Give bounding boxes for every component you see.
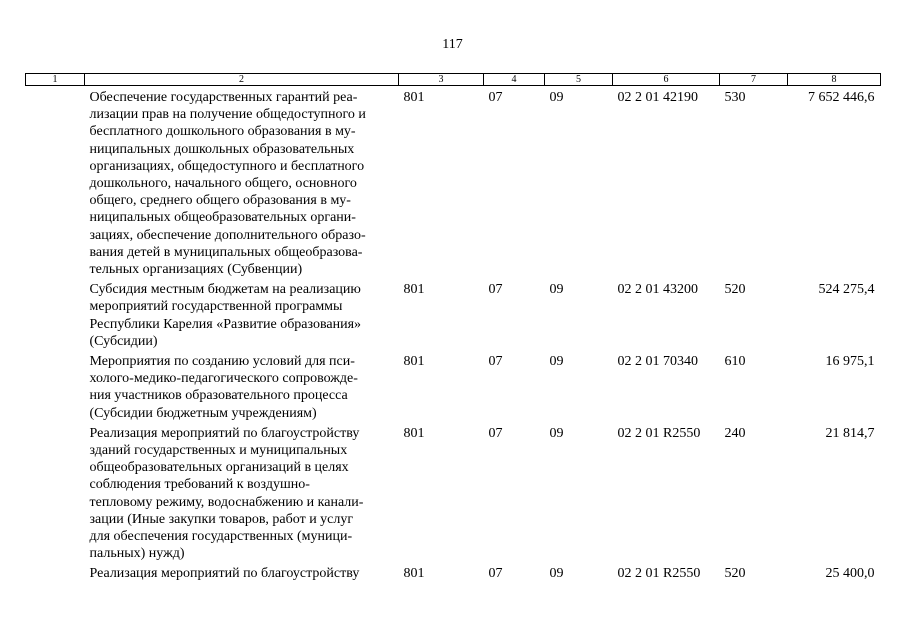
column-header: 4 xyxy=(484,74,545,86)
row-index-cell xyxy=(26,278,85,350)
description-line: холого-медико-педагогического сопровожде- xyxy=(89,371,358,387)
ministry-code: 801 xyxy=(403,282,425,298)
subsection-code: 09 xyxy=(549,354,564,370)
description-line: (Субсидии) xyxy=(89,333,158,349)
table-row xyxy=(26,562,881,582)
column-header: 2 xyxy=(85,74,399,86)
row-index-cell xyxy=(26,86,85,279)
table-row xyxy=(26,350,881,422)
description-line: общеобразовательных организаций в целях xyxy=(89,460,349,476)
amount-value: 21 814,7 xyxy=(825,425,875,441)
target-article-code: 02 2 01 70340 xyxy=(617,354,698,370)
description-line: пальных) нужд) xyxy=(89,546,185,562)
amount-value: 524 275,4 xyxy=(818,282,875,298)
expense-type-code: 610 xyxy=(724,354,746,370)
description-line: лизации прав на получение общедоступного и xyxy=(89,107,366,123)
row-description xyxy=(85,86,399,279)
column-header: 6 xyxy=(613,74,720,86)
description-line: общего, среднего общего образования в му- xyxy=(89,193,351,209)
description-line: тепловому режиму, водоснабжению и канали- xyxy=(89,494,364,510)
row-index-cell xyxy=(26,562,85,582)
table-body xyxy=(26,86,881,583)
amount-value: 25 400,0 xyxy=(825,566,875,582)
description-line: ния участников образовательного процесса xyxy=(89,388,348,404)
table-row xyxy=(26,422,881,563)
budget-table xyxy=(25,73,881,583)
target-article-code: 02 2 01 43200 xyxy=(617,282,698,298)
subsection-code: 09 xyxy=(549,90,564,105)
description-line: зданий государственных и муниципальных xyxy=(89,443,348,459)
expense-type-code: 520 xyxy=(724,566,746,582)
ministry-code: 801 xyxy=(403,354,425,370)
section-code: 07 xyxy=(488,566,503,582)
column-header: 5 xyxy=(545,74,613,86)
amount-value: 7 652 446,6 xyxy=(808,90,875,105)
expense-type-code: 530 xyxy=(724,90,746,105)
target-article-code: 02 2 01 R2550 xyxy=(617,425,701,441)
description-line: вания детей в муниципальных общеобразова- xyxy=(89,244,363,260)
section-code: 07 xyxy=(488,282,503,298)
description-line: Мероприятия по созданию условий для пси- xyxy=(89,354,355,370)
description-line: дошкольного, начального общего, основного xyxy=(89,176,357,192)
row-description xyxy=(85,278,399,350)
column-header: 1 xyxy=(26,74,85,86)
description-line: Обеспечение государственных гарантий реа- xyxy=(89,90,358,105)
section-code: 07 xyxy=(488,90,503,105)
row-description xyxy=(85,350,399,422)
description-line: ниципальных дошкольных образовательных xyxy=(89,141,355,157)
target-article-code: 02 2 01 R2550 xyxy=(617,566,701,582)
ministry-code: 801 xyxy=(403,90,425,105)
ministry-code: 801 xyxy=(403,425,425,441)
description-line: Субсидия местным бюджетам на реализацию xyxy=(89,282,361,298)
section-code: 07 xyxy=(488,425,503,441)
description-line: организациях, общедоступного и бесплатного xyxy=(89,158,365,174)
row-index-cell xyxy=(26,350,85,422)
expense-type-code: 240 xyxy=(724,425,746,441)
section-code: 07 xyxy=(488,354,503,370)
description-line: ниципальных общеобразовательных органи- xyxy=(89,210,356,226)
description-line: (Субсидии бюджетным учреждениям) xyxy=(89,405,317,421)
expense-type-code: 520 xyxy=(724,282,746,298)
column-header: 7 xyxy=(720,74,788,86)
description-line: соблюдения требований к воздушно- xyxy=(89,477,310,493)
amount-value: 16 975,1 xyxy=(825,354,875,370)
description-line: тельных организациях (Субвенции) xyxy=(89,262,303,278)
column-header: 8 xyxy=(788,74,881,86)
row-description xyxy=(85,562,399,582)
description-line: зациях, обеспечение дополнительного образо- xyxy=(89,227,366,243)
ministry-code: 801 xyxy=(403,566,425,582)
description-line: бесплатного дошкольного образования в му- xyxy=(89,124,356,140)
row-index-cell xyxy=(26,422,85,563)
subsection-code: 09 xyxy=(549,425,564,441)
row-description xyxy=(85,422,399,563)
subsection-code: 09 xyxy=(549,566,564,582)
description-line: Республики Карелия «Развитие образования» xyxy=(89,316,362,332)
column-header: 3 xyxy=(399,74,484,86)
description-line: для обеспечения государственных (муници- xyxy=(89,529,353,545)
description-line: Реализация мероприятий по благоустройству xyxy=(89,566,360,582)
table-row xyxy=(26,278,881,350)
target-article-code: 02 2 01 42190 xyxy=(617,90,698,105)
table-row xyxy=(26,86,881,279)
description-line: Реализация мероприятий по благоустройству xyxy=(89,425,360,441)
description-line: мероприятий государственной программы xyxy=(89,299,343,315)
column-number-row xyxy=(26,74,881,86)
page-number: 117 xyxy=(442,37,463,52)
subsection-code: 09 xyxy=(549,282,564,298)
description-line: зации (Иные закупки товаров, работ и услуг xyxy=(89,511,354,527)
